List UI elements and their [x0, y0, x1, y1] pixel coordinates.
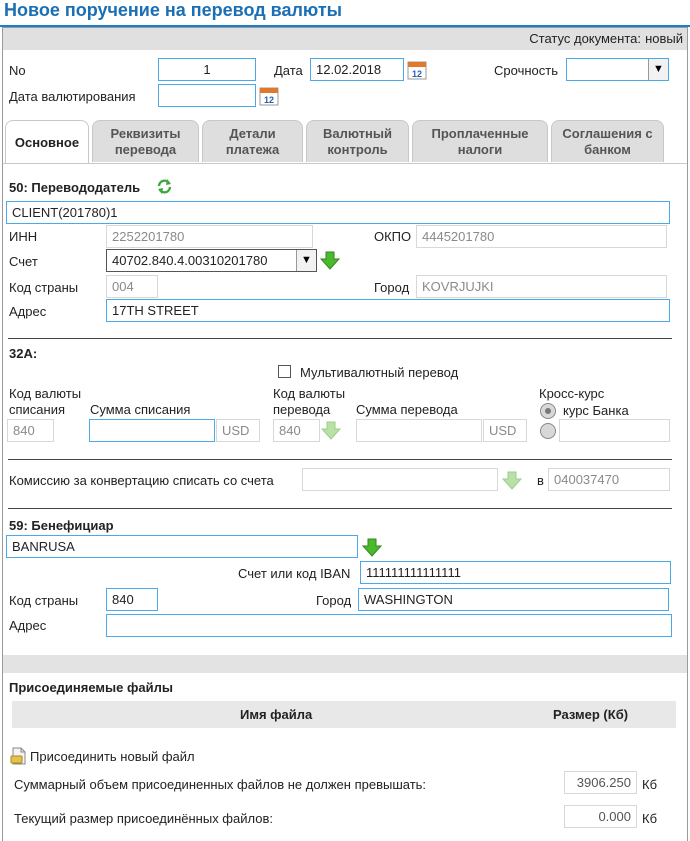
current-size-label: Текущий размер присоединённых файлов: — [14, 811, 273, 826]
refresh-icon[interactable] — [156, 178, 173, 195]
okpo-input: 4445201780 — [416, 225, 667, 248]
inn-label: ИНН — [9, 229, 38, 244]
multicurrency-checkbox[interactable] — [278, 365, 291, 378]
tab-main[interactable] — [5, 120, 89, 164]
tab-label: Проплаченные налоги — [431, 125, 529, 157]
tab-bank-agreements[interactable] — [551, 120, 664, 162]
payer-title: 50: Перевододатель — [9, 180, 141, 195]
max-size-value: 3906.250 — [564, 771, 637, 794]
bank-rate-radio[interactable] — [540, 403, 556, 419]
svg-text:12: 12 — [263, 95, 275, 105]
tab-divider — [3, 163, 687, 164]
payer-city-label: Город — [374, 280, 410, 295]
arrow-down-icon[interactable] — [320, 250, 340, 270]
calendar-icon[interactable] — [407, 60, 427, 80]
status-bar — [3, 28, 687, 50]
value-date-label: Дата валютирования — [9, 89, 136, 104]
payer-name-input[interactable]: CLIENT(201780)1 — [6, 201, 670, 224]
commission-bank-label: в — [537, 473, 544, 488]
current-size-value: 0.000 — [564, 805, 637, 828]
arrow-down-icon — [502, 470, 522, 490]
commission-account-input — [302, 468, 498, 491]
files-title: Присоединяемые файлы — [9, 680, 173, 695]
divider — [8, 459, 672, 460]
file-size-column: Размер (Кб) — [553, 707, 629, 722]
multicurrency-label: Мультивалютный перевод — [300, 365, 459, 380]
bank-rate-label: курс Банка — [563, 403, 629, 418]
attach-file-icon[interactable] — [10, 747, 28, 765]
debit-currency-input: 840 — [7, 419, 54, 442]
debit-currency-label: Код валюты списания — [9, 386, 82, 417]
cross-rate-label: Кросс-курс — [539, 386, 605, 401]
divider — [8, 338, 672, 339]
max-size-unit: Кб — [642, 777, 658, 792]
file-name-column: Имя файла — [240, 707, 313, 722]
date-input[interactable]: 12.02.2018 — [310, 58, 404, 81]
tab-label: Детали платежа — [225, 125, 280, 157]
attach-file-link[interactable]: Присоединить новый файл — [30, 749, 195, 764]
transfer-amount-currency: USD — [483, 419, 527, 442]
current-size-unit: Кб — [642, 811, 658, 826]
chevron-down-icon[interactable]: ▼ — [648, 59, 668, 80]
urgency-select[interactable] — [566, 58, 669, 81]
tab-transfer-details[interactable] — [92, 120, 199, 162]
payer-city-input: KOVRJUJKI — [416, 275, 667, 298]
account-label: Счет — [9, 254, 38, 269]
tab-label: Реквизиты перевода — [110, 125, 181, 157]
beneficiary-name-input[interactable]: BANRUSA — [6, 535, 358, 558]
tab-label: Валютный контроль — [323, 125, 392, 157]
tab-paid-taxes[interactable] — [412, 120, 548, 162]
date-label: Дата — [274, 63, 303, 78]
beneficiary-address-label: Адрес — [9, 618, 47, 633]
status-label: Статус документа: — [529, 31, 641, 46]
files-table-header — [12, 701, 676, 728]
page-title: Новое поручение на перевод валюты — [4, 0, 343, 20]
beneficiary-city-label: Город — [316, 593, 352, 608]
section-separator — [3, 655, 687, 673]
no-input[interactable]: 1 — [158, 58, 256, 81]
transfer-amount-label: Сумма перевода — [356, 402, 458, 417]
okpo-label: ОКПО — [374, 229, 412, 244]
debit-amount-currency: USD — [216, 419, 260, 442]
arrow-down-icon — [321, 420, 341, 440]
custom-rate-radio[interactable] — [540, 423, 556, 439]
tab-currency-control[interactable] — [306, 120, 409, 162]
commission-bank-input: 040037470 — [548, 468, 670, 491]
chevron-down-icon[interactable]: ▼ — [296, 250, 316, 271]
inn-input: 2252201780 — [106, 225, 313, 248]
iban-label: Счет или код IBAN — [238, 566, 351, 581]
tab-payment-details[interactable] — [202, 120, 303, 162]
debit-amount-input[interactable] — [89, 419, 215, 442]
svg-text:12: 12 — [411, 69, 423, 79]
payer-country-input: 004 — [106, 275, 158, 298]
payer-address-label: Адрес — [9, 304, 47, 319]
account-select[interactable] — [106, 249, 317, 272]
custom-rate-input — [559, 419, 670, 442]
debit-amount-label: Сумма списания — [90, 402, 191, 417]
max-size-label: Суммарный объем присоединенных файлов не должен превышать: — [14, 777, 427, 792]
tab-label: Основное — [14, 134, 80, 150]
tab-label: Соглашения с банком — [562, 125, 653, 157]
payer-country-label: Код страны — [9, 280, 79, 295]
payer-address-input[interactable]: 17TH STREET — [106, 299, 670, 322]
beneficiary-address-input[interactable] — [106, 614, 672, 637]
no-label: No — [9, 63, 26, 78]
value-date-input[interactable] — [158, 84, 256, 107]
beneficiary-city-input[interactable]: WASHINGTON — [358, 588, 669, 611]
divider — [8, 508, 672, 509]
transfer-currency-input: 840 — [273, 419, 320, 442]
transfer-amount-input — [356, 419, 482, 442]
beneficiary-country-label: Код страны — [9, 593, 79, 608]
urgency-label: Срочность — [494, 63, 558, 78]
transfer-currency-label: Код валюты перевода — [273, 386, 346, 417]
iban-input[interactable]: 111111111111111 — [360, 561, 671, 584]
beneficiary-title: 59: Бенефициар — [9, 518, 114, 533]
arrow-down-icon[interactable] — [362, 537, 382, 557]
beneficiary-country-input[interactable]: 840 — [106, 588, 158, 611]
amounts-title: 32A: — [9, 346, 38, 361]
status-value: новый — [645, 31, 683, 46]
commission-label: Комиссию за конвертацию списать со счета — [9, 473, 274, 488]
calendar-icon[interactable] — [259, 86, 279, 106]
account-value: 40702.840.4.00310201780 — [112, 253, 268, 268]
